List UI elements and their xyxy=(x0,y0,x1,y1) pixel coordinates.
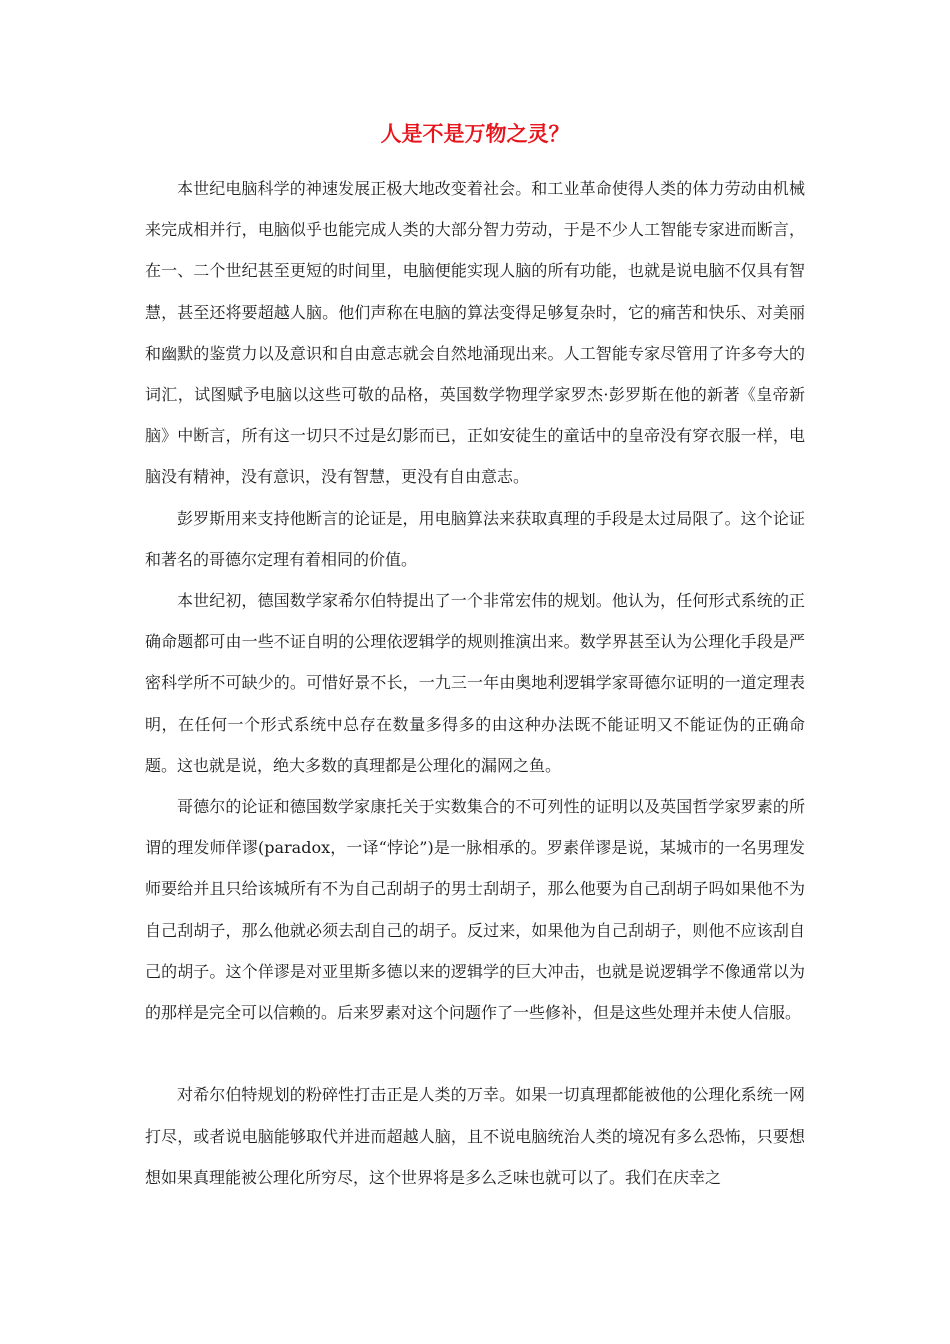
document-body xyxy=(145,168,805,1198)
paragraph-1: 本世纪电脑科学的神速发展正极大地改变着社会。和工业革命使得人类的体力劳动由机械来完成相并行，电脑似乎也能完成人类的大部分智力劳动，于是不少人工智能专家进而断言，在一、二个世纪甚至更短的时间里，电脑便能实现人脑的所有功能，也就是说电脑不仅具有智慧，甚至还将要超越人脑。他们声称在电脑的算法变得足够复杂时，它的痛苦和快乐、对美丽和幽默的鉴赏力以及意识和自由意志就会自然地涌现出来。人工智能专家尽管用了许多夸大的词汇，试图赋予电脑以这些可敬的品格，英国数学物理学家罗杰·彭罗斯在他的新著《皇帝新脑》中断言，所有这一切只不过是幻影而已，正如安徒生的童话中的皇帝没有穿衣服一样，电脑没有精神，没有意识，没有智慧，更没有自由意志。 xyxy=(145,179,805,487)
paragraph-5: 对希尔伯特规划的粉碎性打击正是人类的万幸。如果一切真理都能被他的公理化系统一网打尽，或者说电脑能够取代并进而超越人脑，且不说电脑统治人类的境况有多么恐怖，只要想想如果真理能被公理化所穷尽，这个世界将是多么乏味也就可以了。我们在庆幸之 xyxy=(145,1085,805,1187)
paragraph-2: 彭罗斯用来支持他断言的论证是，用电脑算法来获取真理的手段是太过局限了。这个论证和著名的哥德尔定理有着相同的价值。 xyxy=(145,508,805,569)
paragraph-4: 哥德尔的论证和德国数学家康托关于实数集合的不可列性的证明以及英国哲学家罗素的所谓的理发师佯谬(paradox，一译“悖论”)是一脉相承的。罗素佯谬是说，某城市的一名男理发师要给并且只给该城所有不为自己刮胡子的男士刮胡子，那么他要为自己刮胡子吗如果他不为自己刮胡子，那么他就必须去刮自己的胡子。反过来，如果他为自己刮胡子，则他不应该刮自己的胡子。这个佯谬是对亚里斯多德以来的逻辑学的巨大冲击，也就是说逻辑学不像通常以为的那样是完全可以信赖的。后来罗素对这个问题作了一些修补，但是这些处理并未使人信服。 xyxy=(145,797,805,1023)
paragraph-gap xyxy=(145,1033,805,1074)
document-title: 人是不是万物之灵？ xyxy=(380,121,570,146)
paragraph-3: 本世纪初，德国数学家希尔伯特提出了一个非常宏伟的规划。他认为，任何形式系统的正确命题都可由一些不证自明的公理依逻辑学的规则推演出来。数学界甚至认为公理化手段是严密科学所不可缺少的。可惜好景不长，一九三一年由奥地利逻辑学家哥德尔证明的一道定理表明，在任何一个形式系统中总存在数量多得多的由这种办法既不能证明又不能证伪的正确命题。这也就是说，绝大多数的真理都是公理化的漏网之鱼。 xyxy=(145,591,805,775)
